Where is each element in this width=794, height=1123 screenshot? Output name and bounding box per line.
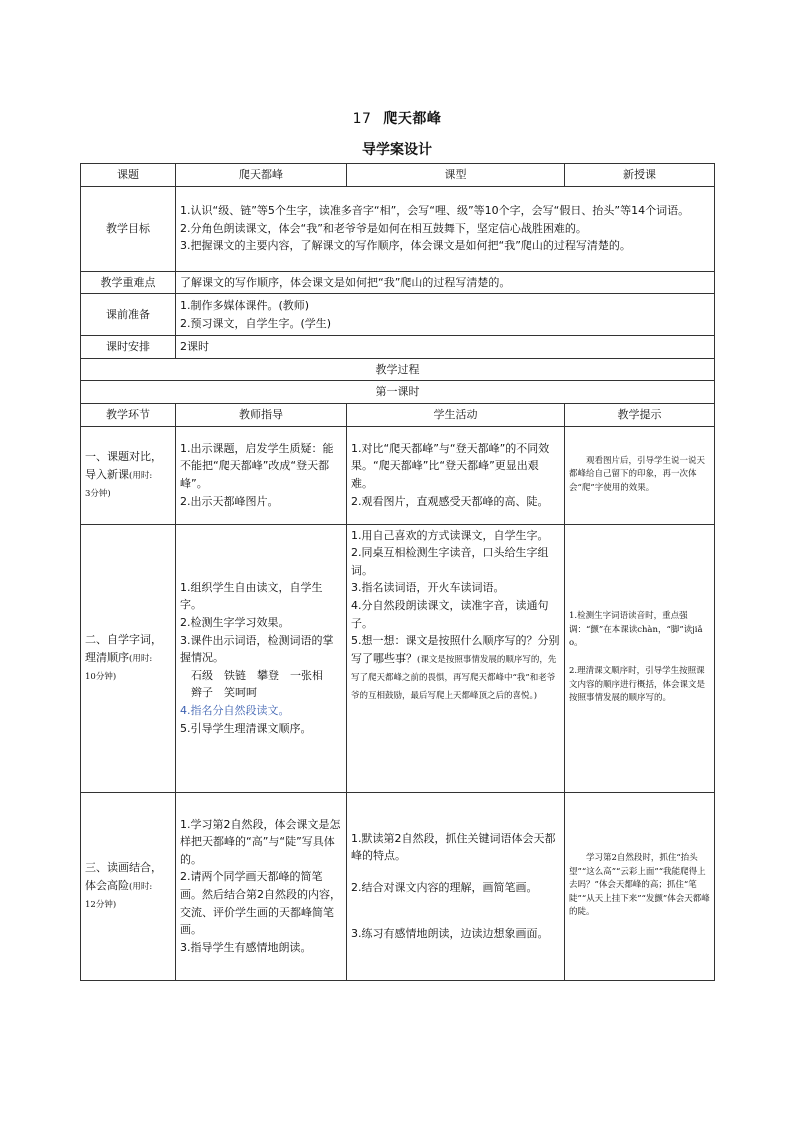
teacher-item: 3.指导学生有感情地朗读。 xyxy=(180,940,312,954)
stage-time: 10分钟) xyxy=(85,671,117,682)
teacher-cell xyxy=(176,524,347,792)
teacher-words: 辫子 笑呵呵 xyxy=(191,686,257,700)
student-cell xyxy=(347,426,565,524)
key-row xyxy=(81,271,715,294)
prep-cell xyxy=(176,294,715,336)
student-item: 2.同桌互相检测生字读音，口头给生字组词。 xyxy=(351,546,549,577)
student-item: 3.指名读词语，开火车读词语。 xyxy=(351,581,505,595)
teacher-item: 1.组织学生自由读文，自学生字。 xyxy=(180,580,323,612)
hours-value: 2课时 xyxy=(176,336,715,359)
student-item: 4.分自然段朗读课文，读准字音，读通句子。 xyxy=(351,598,549,630)
stage-subtitle: 导入新课 xyxy=(85,467,129,481)
hint-cell xyxy=(565,524,715,792)
student-item: 1.对比“爬天都峰”与“登天都峰”的不同效果。“爬天都峰”比“登天都峰”更显出艰难。 xyxy=(351,441,550,491)
hint-item: 2.理清课文顺序时，引导学生按照课文内容的顺序进行概括，体会课文是按照事情发展的顺序写的。 xyxy=(569,666,706,704)
teacher-item: 4.指名分自然段读文。 xyxy=(180,704,290,718)
student-item: 2.结合对课文内容的理解，画简笔画。 xyxy=(351,881,538,895)
student-item: 1.默读第2自然段，抓住关键词语体会天都峰的特点。 xyxy=(351,831,556,863)
process-title-row xyxy=(81,358,715,381)
header-student: 学生活动 xyxy=(347,403,565,426)
lesson-title xyxy=(0,108,794,128)
stage-subtitle: 体会高险 xyxy=(85,878,129,892)
prep-item: 1.制作多媒体课件。(教师) xyxy=(180,299,310,313)
stage-time-label: (用时: xyxy=(129,881,153,892)
type-label: 课型 xyxy=(347,164,565,187)
teacher-item: 1.学习第2自然段，体会课文是怎样把天都峰的“高”与“陡”写具体的。 xyxy=(180,817,341,866)
student-item: 1.用自己喜欢的方式读课文，自学生字。 xyxy=(351,528,549,542)
teacher-cell xyxy=(176,792,347,980)
hint-cell xyxy=(565,792,715,980)
stage-title: 二、自学字词， xyxy=(85,633,162,647)
goal-item: 3.把握课文的主要内容，了解课文的写作顺序，体会课文是如何把“我”爬山的过程写清楚的。 xyxy=(180,239,631,253)
stage-cell xyxy=(81,524,176,792)
period-row xyxy=(81,381,715,404)
hint-cell xyxy=(565,426,715,524)
document-subtitle: 导学案设计 xyxy=(362,142,432,158)
process-title: 教学过程 xyxy=(81,358,715,381)
hours-label: 课时安排 xyxy=(81,336,176,359)
process-row xyxy=(81,426,715,524)
key-value: 了解课文的写作顺序，体会课文是如何把“我”爬山的过程写清楚的。 xyxy=(176,271,715,294)
process-header-row xyxy=(81,403,715,426)
student-item: 3.练习有感情地朗读，边读边想象画面。 xyxy=(351,926,549,940)
hint-item: 学习第2自然段时，抓住“抬头望”“这么高”“云彩上面”“我能爬得上去吗？”体会天都峰的高；抓住“笔陡”“从天上挂下来”“发颤”体会天都峰的陡。 xyxy=(569,853,710,918)
teacher-item: 2.检测生字学习效果。 xyxy=(180,616,290,630)
hint-item: 观看图片后，引导学生说一说天都峰给自己留下的印象，再一次体会“爬”字使用的效果。 xyxy=(569,455,706,493)
hours-row xyxy=(81,336,715,359)
lesson-row xyxy=(81,164,715,187)
stage-subtitle: 理清顺序 xyxy=(85,650,129,664)
teacher-item: 2.请两个同学画天都峰的简笔画。然后结合第2自然段的内容，交流、评价学生画的天都峰简笔画。 xyxy=(180,870,341,937)
header-stage: 教学环节 xyxy=(81,403,176,426)
header-teacher: 教师指导 xyxy=(176,403,347,426)
teacher-cell xyxy=(176,426,347,524)
stage-time-label: (用时: xyxy=(129,470,153,481)
goals-cell xyxy=(176,186,715,271)
teacher-item: 1.出示课题，启发学生质疑：能不能把“爬天都峰”改成“登天都峰”。 xyxy=(180,441,334,491)
student-cell xyxy=(347,524,565,792)
teacher-item: 3.课件出示词语，检测词语的掌握情况。 xyxy=(180,633,334,665)
process-row xyxy=(81,524,715,792)
stage-title: 三、读画结合， xyxy=(85,861,162,875)
student-item: 5.想一想：课文是按照什么顺序写的？分别写了哪些事？ xyxy=(351,634,560,665)
student-note: (课文是按照事情发展的顺序写的，先写了爬天都峰之前的畏惧，再写爬天都峰中“我”和老爷爷的互相鼓励，最后写爬上天都峰顶之后的喜悦。) xyxy=(351,654,557,701)
stage-cell xyxy=(81,792,176,980)
goal-item: 1.认识“级、链”等5个生字，读准多音字“相”，会写“哩、级”等10个字，会写“假日、抬头”等14个词语。 xyxy=(180,204,690,218)
period-title: 第一课时 xyxy=(81,381,715,404)
goal-item: 2.分角色朗读课文，体会“我”和老爷爷是如何在相互鼓舞下，坚定信心战胜困难的。 xyxy=(180,221,587,235)
key-label: 教学重难点 xyxy=(81,271,176,294)
teacher-words: 石级 铁链 攀登 一张相 xyxy=(191,668,323,682)
header-hint: 教学提示 xyxy=(565,403,715,426)
goals-row xyxy=(81,186,715,271)
lesson-number: 17 xyxy=(352,111,372,127)
teacher-item: 5.引导学生理清课文顺序。 xyxy=(180,721,312,735)
stage-time: 12分钟) xyxy=(85,899,117,910)
stage-time-label: (用时: xyxy=(129,653,153,664)
lesson-label: 课题 xyxy=(81,164,176,187)
process-row xyxy=(81,792,715,980)
stage-title: 一、课题对比， xyxy=(85,450,162,464)
type-value: 新授课 xyxy=(565,164,715,187)
prep-item: 2.预习课文，自学生字。(学生) xyxy=(180,316,332,330)
stage-cell xyxy=(81,426,176,524)
student-item: 2.观看图片，直观感受天都峰的高、陡。 xyxy=(351,494,549,508)
lesson-name: 爬天都峰 xyxy=(383,111,442,127)
goals-label: 教学目标 xyxy=(81,186,176,271)
teacher-item: 2.出示天都峰图片。 xyxy=(180,494,279,508)
student-cell xyxy=(347,792,565,980)
prep-row xyxy=(81,294,715,336)
lesson-plan-table xyxy=(80,163,715,981)
lesson-value: 爬天都峰 xyxy=(176,164,347,187)
prep-label: 课前准备 xyxy=(81,294,176,336)
stage-time: 3分钟) xyxy=(85,488,111,499)
hint-item: 1.检测生字词语读音时，重点强调：“颤”在本课读chàn，“脚”读jiǎo。 xyxy=(569,611,703,649)
